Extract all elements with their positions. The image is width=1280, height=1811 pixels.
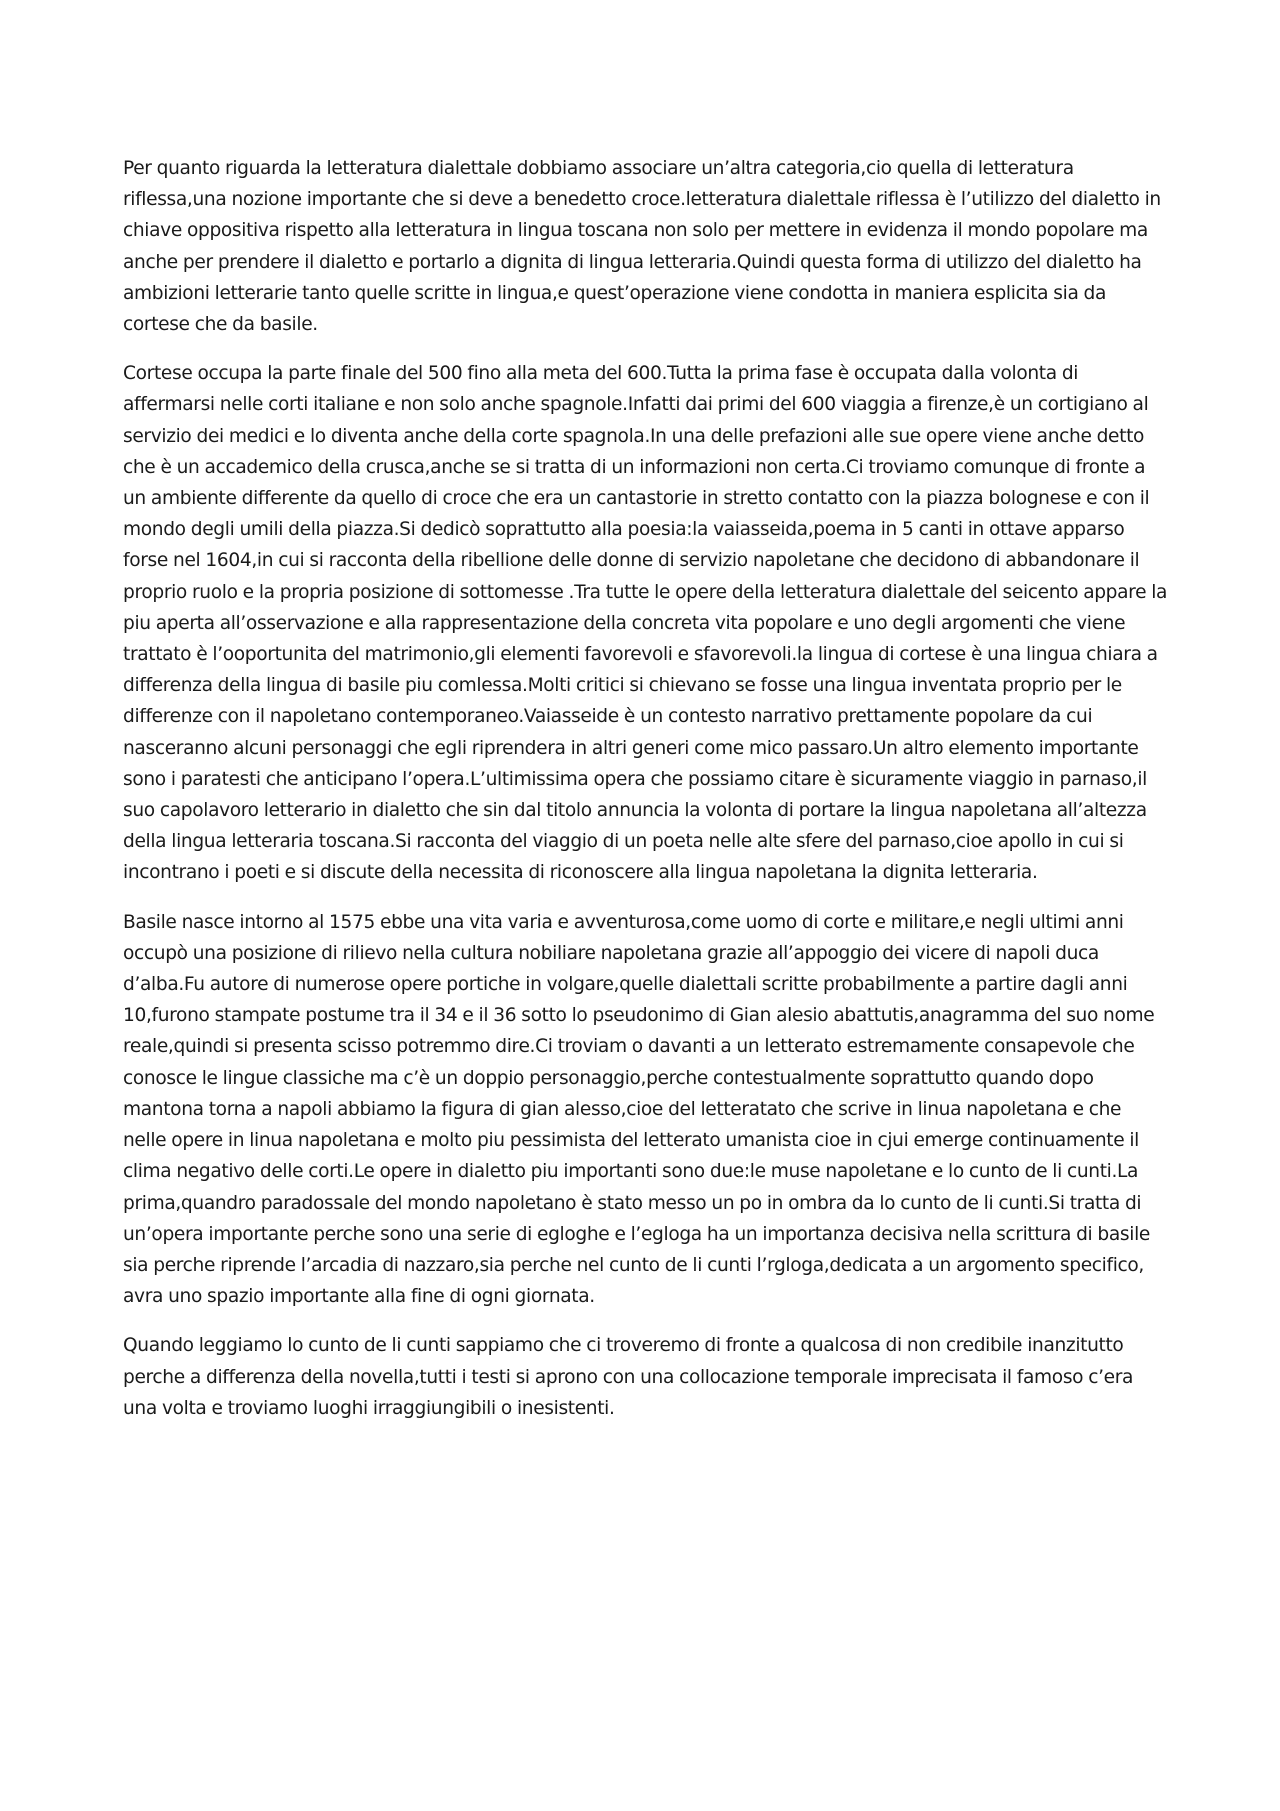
paragraph-basile: Basile nasce intorno al 1575 ebbe una vita varia e avventurosa,come uomo di corte e militare,e negli ultimi anni occupò una posizione di rilievo nella cultura nobiliare napoletana grazie all’appoggio dei vicere di napoli duca d’alba.Fu autore di numerose opere portiche in volgare,quelle dialettali scritte probabilmente a partire dagli anni 10,furono stampate postume tra il 34 e il 36 sotto lo pseudonimo di Gian alesio abattutis,anagramma del suo nome reale,quindi si presenta scisso potremmo dire.Ci troviam o davanti a un letterato estremamente consapevole che conosce le lingue classiche ma c’è un doppio personaggio,perche contestualmente soprattutto quando dopo mantona torna a napoli abbiamo la figura di gian alesso,cioe del letteratato che scrive in linua napoletana e che nelle opere in linua napoletana e molto piu pessimista del letterato umanista cioe in cjui emerge continuamente il clima negativo delle corti.Le opere in dialetto piu importanti sono due:le muse napoletane e lo cunto de li cunti.La prima,quandro paradossale del mondo napoletano è stato messo un po in ombra da lo cunto de li cunti.Si tratta di un’opera importante perche sono una serie di egloghe e l’egloga ha un importanza decisiva nella scrittura di basile sia perche riprende l’arcadia di nazzaro,sia perche nel cunto de li cunti l’rgloga,dedicata a un argomento specifico, avra uno spazio importante alla fine di ogni giornata. [123, 911, 1155, 1308]
paragraph-cunto-de-li-cunti: Quando leggiamo lo cunto de li cunti sappiamo che ci troveremo di fronte a qualcosa di non credibile inanzitutto perche a differenza della novella,tutti i testi si aprono con una collocazione temporale imprecisata il famoso c’era una volta e troviamo luoghi irraggiungibili o inesistenti. [123, 1335, 1134, 1419]
document-body [123, 153, 1168, 1442]
paragraph-cortese: Cortese occupa la parte finale del 500 fino alla meta del 600.Tutta la prima fase è occupata dalla volonta di affermarsi nelle corti italiane e non solo anche spagnole.Infatti dai primi del 600 viaggia a firenze,è un cortigiano al servizio dei medici e lo diventa anche della corte spagnola.In una delle prefazioni alle sue opere viene anche detto che è un accademico della crusca,anche se si tratta di un informazioni non certa.Ci troviamo comunque di fronte a un ambiente differente da quello di croce che era un cantastorie in stretto contatto con la piazza bolognese e con il mondo degli umili della piazza.Si dedicò soprattutto alla poesia:la vaiasseida,poema in 5 canti in ottave apparso forse nel 1604,in cui si racconta della ribellione delle donne di servizio napoletane che decidono di abbandonare il proprio ruolo e la propria posizione di sottomesse .Tra tutte le opere della letteratura dialettale del seicento appare la piu aperta all’osservazione e alla rappresentazione della concreta vita popolare e uno degli argomenti che viene trattato è l’ooportunita del matrimonio,gli elementi favorevoli e sfavorevoli.la lingua di cortese è una lingua chiara a differenza della lingua di basile piu comlessa.Molti critici si chievano se fosse una lingua inventata proprio per le differenze con il napoletano contemporaneo.Vaiasseide è un contesto narrativo prettamente popolare da cui nasceranno alcuni personaggi che egli riprendera in altri generi come mico passaro.Un altro elemento importante sono i paratesti che anticipano l’opera.L’ultimissima opera che possiamo citare è sicuramente viaggio in parnaso,il suo capolavoro letterario in dialetto che sin dal titolo annuncia la volonta di portare la lingua napoletana all’altezza della lingua letteraria toscana.Si racconta del viaggio di un poeta nelle alte sfere del parnaso,cioe apollo in cui si incontrano i poeti e si discute della necessita di riconoscere alla lingua napoletana la dignita letteraria. [123, 363, 1168, 884]
paragraph-letteratura-riflessa: Per quanto riguarda la letteratura dialettale dobbiamo associare un’altra categoria,cio quella di letteratura riflessa,una nozione importante che si deve a benedetto croce.letteratura dialettale riflessa è l’utilizzo del dialetto in chiave oppositiva rispetto alla letteratura in lingua toscana non solo per mettere in evidenza il mondo popolare ma anche per prendere il dialetto e portarlo a dignita di lingua letteraria.Quindi questa forma di utilizzo del dialetto ha ambizioni letterarie tanto quelle scritte in lingua,e quest’operazione viene condotta in maniera esplicita sia da cortese che da basile. [123, 158, 1161, 336]
